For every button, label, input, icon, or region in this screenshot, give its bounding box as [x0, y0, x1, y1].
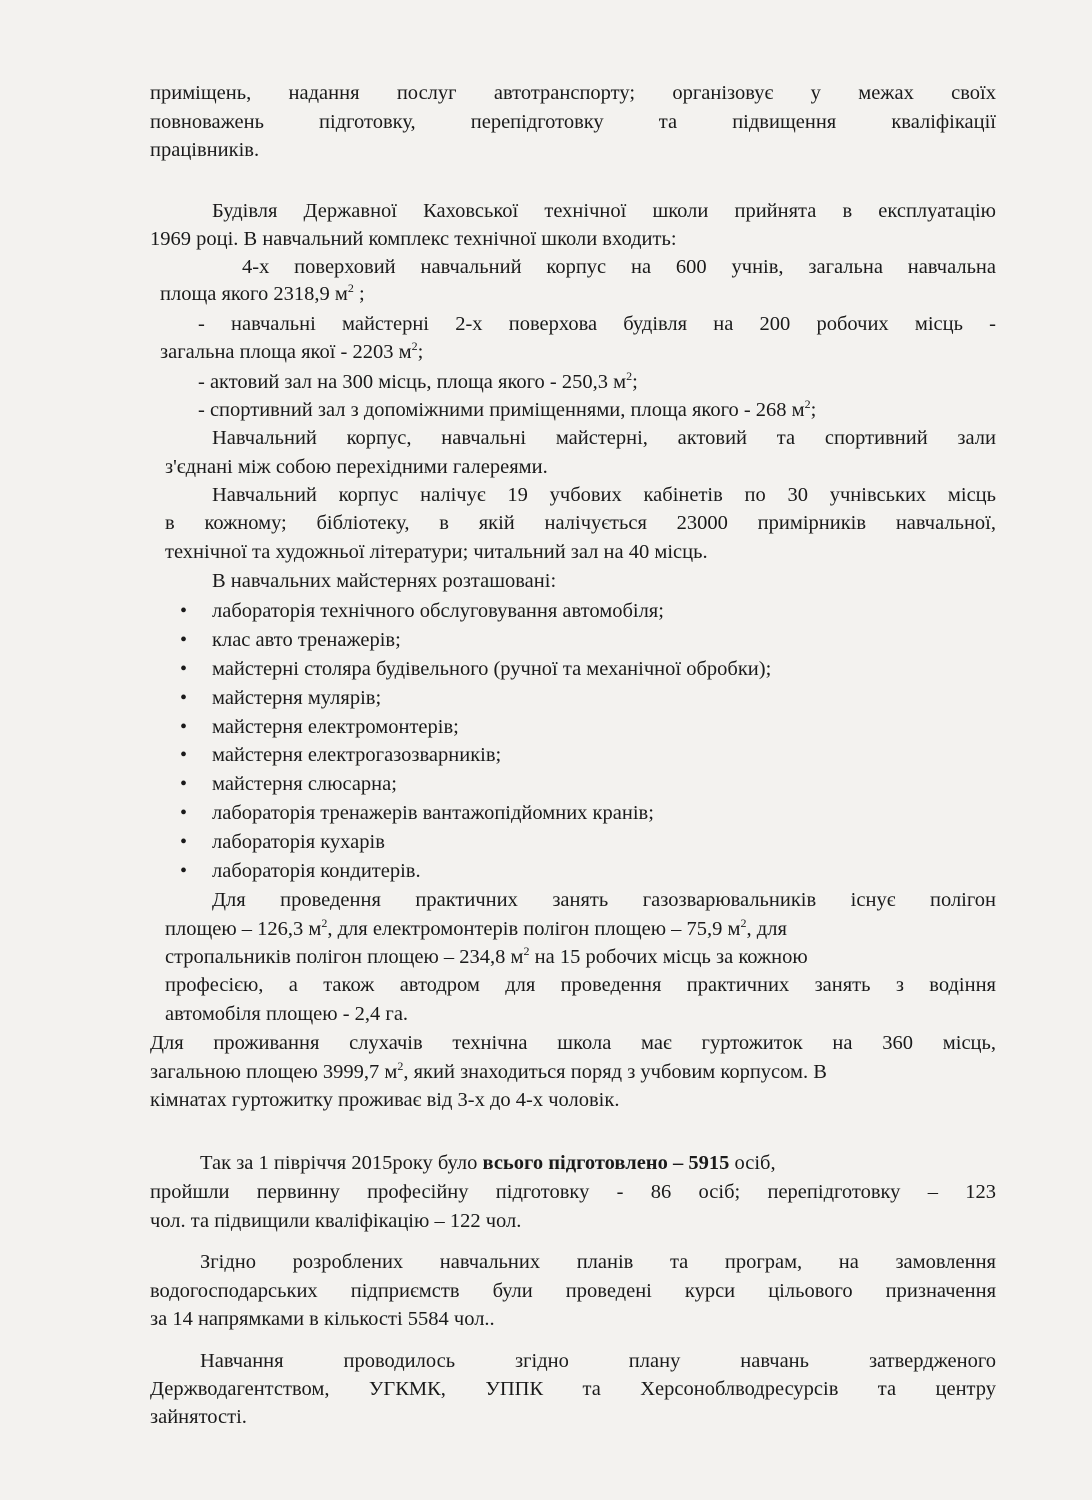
- list-bullet: •: [180, 744, 188, 766]
- polygons-line-1: Для проведення практичних занять газозварювальників існує полігон: [212, 889, 996, 911]
- list-item: майстерня електромонтерів;: [212, 716, 459, 738]
- training-total: всього підготовлено – 5915: [482, 1152, 730, 1174]
- list-item: лабораторія кондитерів.: [212, 860, 421, 882]
- intro-line-1: приміщень, надання послуг автотранспорту; організовує у межах своїх: [150, 82, 996, 104]
- plans-line-3: за 14 напрямками в кількості 5584 чол..: [150, 1308, 495, 1330]
- assembly-hall-line: - актовий зал на 300 місць, площа якого - 250,3 $м^2$;: [198, 369, 638, 393]
- gym-line: - спортивний зал з допоміжними приміщеннями, площа якого - 268 $м^2$;: [198, 397, 817, 421]
- list-item: клас авто тренажерів;: [212, 629, 401, 651]
- workshops-line-2: загальна площа якої - 2203 $м^2$;: [160, 339, 424, 363]
- list-bullet: •: [180, 831, 188, 853]
- list-bullet: •: [180, 802, 188, 824]
- approval-line-2: Держводагентством, УГКМК, УППК та Херсоноблводресурсів та центру: [150, 1378, 996, 1400]
- dormitory-line-3: кімнатах гуртожитку проживає від 3-х до 4-х чоловік.: [150, 1089, 620, 1111]
- training-line-1: Так за 1 півріччя 2015року було всього підготовлено – 5915 осіб,: [200, 1152, 776, 1174]
- plans-line-2: водогосподарських підприємств були проведені курси цільового призначення: [150, 1280, 996, 1302]
- approval-line-1: Навчання проводилось згідно плану навчань затвердженого: [200, 1350, 996, 1372]
- dormitory-line-1: Для проживання слухачів технічна школа має гуртожиток на 360 місць,: [150, 1032, 996, 1054]
- polygons-line-2: площею – 126,3 $м^2$, для електромонтерів полігон площею – 75,9 $м^2$, для: [165, 916, 787, 940]
- list-item: майстерня слюсарна;: [212, 773, 397, 795]
- polygons-line-4: професією, а також автодром для проведення практичних занять з водіння: [165, 974, 996, 996]
- building-line-2: 1969 році. В навчальний комплекс технічної школи входить:: [150, 228, 677, 250]
- list-bullet: •: [180, 773, 188, 795]
- plans-line-1: Згідно розроблених навчальних планів та програм, на замовлення: [200, 1251, 996, 1273]
- list-item: майстерня мулярів;: [212, 687, 382, 709]
- list-bullet: •: [180, 716, 188, 738]
- galleries-line-1: Навчальний корпус, навчальні майстерні, актовий та спортивний зали: [212, 427, 996, 449]
- list-bullet: •: [180, 658, 188, 680]
- list-item: майстерня електрогазозварників;: [212, 744, 502, 766]
- polygons-line-3: стропальників полігон площею – 234,8 $м^2$ на 15 робочих місць за кожною: [165, 944, 808, 968]
- approval-line-3: зайнятості.: [150, 1406, 247, 1428]
- workshops-line-1: - навчальні майстерні 2-х поверхова будівля на 200 робочих місць -: [198, 313, 996, 335]
- list-bullet: •: [180, 600, 188, 622]
- building-line-1: Будівля Державної Каховської технічної школи прийнята в експлуатацію: [212, 200, 996, 222]
- cabinets-line-2: в кожному; бібліотеку, в якій налічується 23000 примірників навчальної,: [165, 512, 996, 534]
- intro-line-2: повноважень підготовку, перепідготовку та підвищення кваліфікації: [150, 111, 996, 133]
- list-bullet: •: [180, 629, 188, 651]
- list-item: лабораторія кухарів: [212, 831, 385, 853]
- polygons-line-5: автомобіля площею - 2,4 га.: [165, 1003, 409, 1025]
- cabinets-line-3: технічної та художньої літератури; читальний зал на 40 місць.: [165, 541, 708, 563]
- corpus-line-2: площа якого 2318,9 $м^2$ ;: [160, 281, 365, 305]
- list-bullet: •: [180, 687, 188, 709]
- galleries-line-2: з'єднані між собою перехідними галереями.: [165, 456, 548, 478]
- training-line-2: пройшли первинну професійну підготовку - 86 осіб; перепідготовку – 123: [150, 1181, 996, 1203]
- cabinets-line-1: Навчальний корпус налічує 19 учбових кабінетів по 30 учнівських місць: [212, 484, 996, 506]
- list-item: лабораторія технічного обслуговування автомобіля;: [212, 600, 664, 622]
- intro-line-3: працівників.: [150, 139, 260, 161]
- corpus-line-1: 4-х поверховий навчальний корпус на 600 учнів, загальна навчальна: [242, 256, 996, 278]
- training-line-3: чол. та підвищили кваліфікацію – 122 чол.: [150, 1210, 522, 1232]
- workshops-heading: В навчальних майстернях розташовані:: [212, 570, 557, 592]
- list-item: майстерні столяра будівельного (ручної та механічної обробки);: [212, 658, 772, 680]
- list-bullet: •: [180, 860, 188, 882]
- dormitory-line-2: загальною площею 3999,7 $м^2$, який знаходиться поряд з учбовим корпусом. В: [150, 1059, 827, 1083]
- list-item: лабораторія тренажерів вантажопідйомних кранів;: [212, 802, 654, 824]
